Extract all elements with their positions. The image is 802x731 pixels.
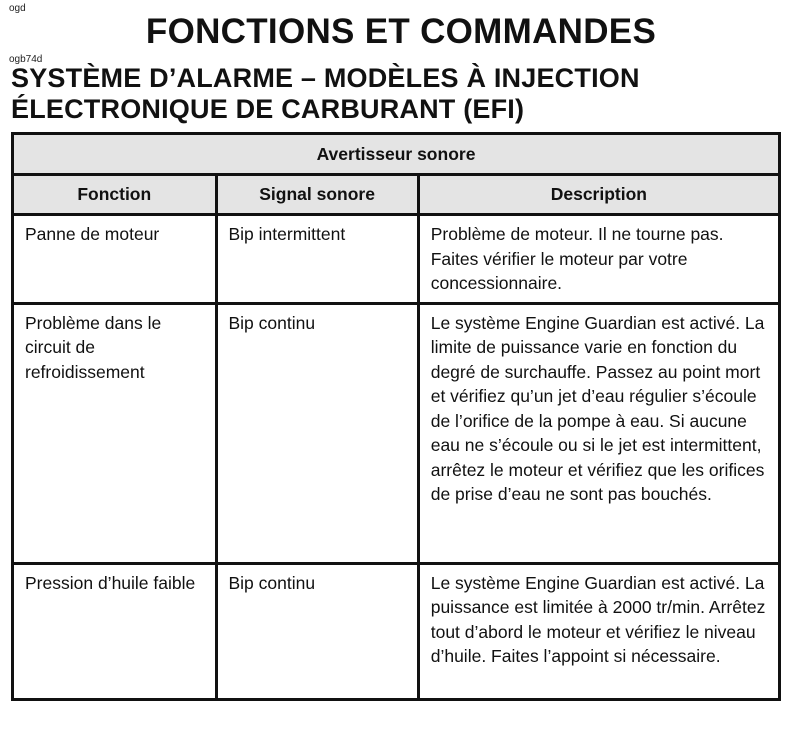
section-title	[11, 63, 640, 125]
column-header-signal: Signal sonore	[216, 175, 418, 215]
alarm-table	[11, 132, 781, 701]
cell-signal: Bip continu	[216, 563, 418, 699]
table-header-row	[13, 175, 780, 215]
column-header-fonction: Fonction	[13, 175, 217, 215]
page-title: FONCTIONS ET COMMANDES	[145, 12, 657, 51]
cell-fonction: Problème dans le circuit de refroidissement	[13, 303, 217, 563]
section-title-line-2: ÉLECTRONIQUE DE CARBURANT (EFI)	[11, 94, 525, 124]
table-group-header: Avertisseur sonore	[13, 134, 780, 175]
table-row	[13, 303, 780, 563]
table-row	[13, 215, 780, 304]
table-row	[13, 563, 780, 699]
cell-description: Le système Engine Guardian est activé. La limite de puissance varie en fonction du degré de surchauffe. Passez au point mort et vérifiez qu’un jet d’eau régulier s’écoule de l’orifice de la pompe à eau. Si aucune eau ne s’écoule ou si le jet est intermittent, arrêtez le moteur et vérifiez que les orifices de prise d’eau ne sont pas bouchés.	[418, 303, 779, 563]
section-title-line-1: SYSTÈME D’ALARME – MODÈLES À INJECTION	[11, 63, 640, 93]
cell-signal: Bip continu	[216, 303, 418, 563]
document-code-top: ogd	[9, 3, 26, 14]
document-code-section: ogb74d	[9, 54, 43, 65]
table-group-header-row	[13, 134, 780, 175]
cell-fonction: Panne de moteur	[13, 215, 217, 304]
column-header-description: Description	[418, 175, 779, 215]
cell-signal: Bip intermittent	[216, 215, 418, 304]
cell-description: Le système Engine Guardian est activé. La puissance est limitée à 2000 tr/min. Arrêtez tout d’abord le moteur et vérifiez le niveau d’huile. Faites l’appoint si nécessaire.	[418, 563, 779, 699]
cell-description: Problème de moteur. Il ne tourne pas. Faites vérifier le moteur par votre concessionnaire.	[418, 215, 779, 304]
cell-fonction: Pression d’huile faible	[13, 563, 217, 699]
